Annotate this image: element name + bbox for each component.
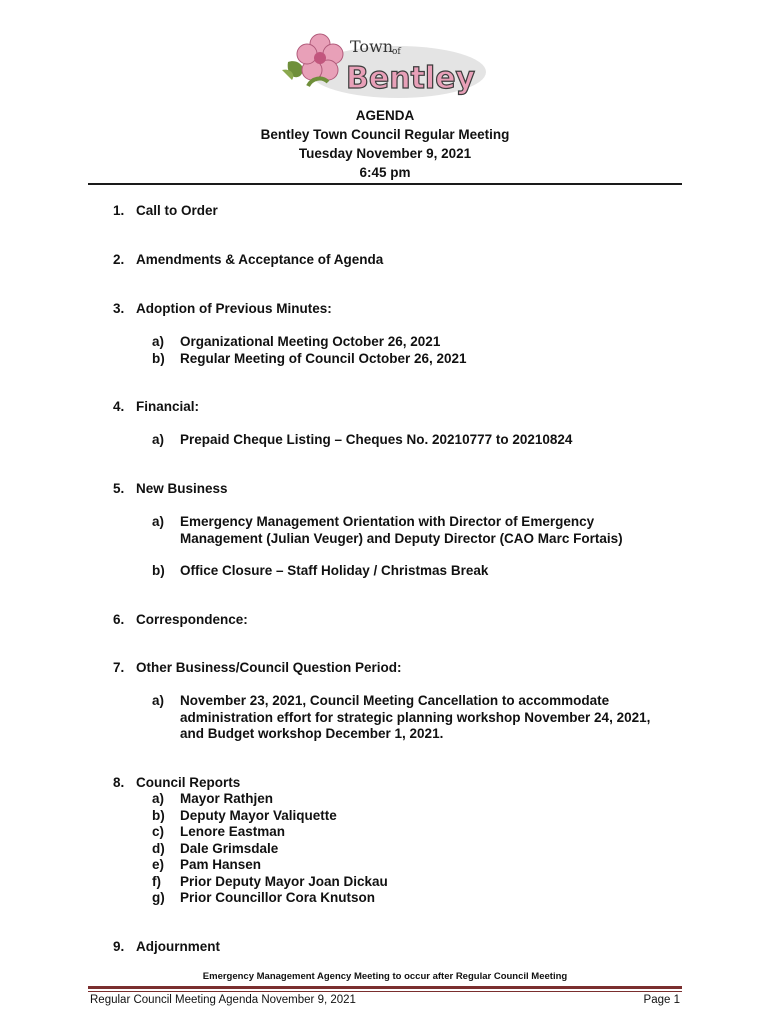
sub-item xyxy=(152,351,467,368)
agency-meeting-note: Emergency Management Agency Meeting to occur after Regular Council Meeting xyxy=(202,971,568,982)
agenda-item xyxy=(113,775,240,790)
town-of-bentley-logo xyxy=(278,28,488,106)
page-number: Page 1 xyxy=(643,994,680,1006)
sub-item-text: Mayor Rathjen xyxy=(180,791,274,806)
agenda-item xyxy=(113,481,228,496)
sub-item-text: Dale Grimsdale xyxy=(180,840,279,856)
sub-item-text-continued: and Budget workshop December 1, 2021. xyxy=(180,726,444,741)
item-number: 2. xyxy=(113,252,125,267)
item-number: 4. xyxy=(113,399,125,414)
logo-of-text: of xyxy=(392,47,401,57)
agenda-title: AGENDA xyxy=(355,108,415,123)
sub-item-letter: a) xyxy=(152,334,165,349)
sub-item-letter: b) xyxy=(152,807,165,823)
meeting-name: Bentley Town Council Regular Meeting xyxy=(260,127,510,142)
logo-bentley-text: Bentley xyxy=(346,61,476,96)
agenda-item xyxy=(113,252,383,267)
sub-item-letter: a) xyxy=(152,693,165,708)
sub-item-text: Prepaid Cheque Listing – Cheques No. 20210777 to 20210824 xyxy=(180,432,573,447)
sub-item xyxy=(152,890,388,907)
item-label: Other Business/Council Question Period: xyxy=(136,660,402,675)
sub-item-letter: a) xyxy=(152,514,165,529)
sub-item-text-continued: administration effort for strategic planning workshop November 24, 2021, xyxy=(180,709,651,725)
sub-item-letter: c) xyxy=(152,824,165,839)
item-label: Council Reports xyxy=(136,775,241,790)
agenda-item xyxy=(113,203,218,218)
footer-document-title: Regular Council Meeting Agenda November 9, 2021 xyxy=(90,994,356,1006)
sub-item-text: Regular Meeting of Council October 26, 2021 xyxy=(180,350,467,366)
item-label: New Business xyxy=(136,481,228,496)
sub-item-text: Pam Hansen xyxy=(180,857,262,872)
sub-item-list xyxy=(152,563,488,580)
sub-item xyxy=(152,693,650,743)
sub-item-list xyxy=(152,693,650,743)
sub-item-text: Lenore Eastman xyxy=(180,824,286,839)
item-number: 5. xyxy=(113,481,125,496)
sub-item-letter: g) xyxy=(152,890,165,905)
item-label: Financial: xyxy=(136,399,200,414)
sub-item xyxy=(152,808,388,825)
sub-item-text: November 23, 2021, Council Meeting Cancellation to accommodate xyxy=(180,693,610,708)
agenda-item xyxy=(113,399,199,414)
sub-item xyxy=(152,791,388,808)
meeting-time: 6:45 pm xyxy=(359,165,411,180)
footer-rule xyxy=(88,986,682,989)
sub-item xyxy=(152,824,388,841)
item-number: 1. xyxy=(113,203,125,218)
sub-item-text-continued: Management (Julian Veuger) and Deputy Director (CAO Marc Fortais) xyxy=(180,530,623,546)
sub-item-list xyxy=(152,432,572,449)
sub-item-text: Prior Councillor Cora Knutson xyxy=(180,890,376,905)
item-number: 8. xyxy=(113,775,125,790)
sub-item-text: Prior Deputy Mayor Joan Dickau xyxy=(180,873,388,889)
sub-item-letter: d) xyxy=(152,840,165,856)
council-reports-list xyxy=(152,791,388,907)
sub-item-letter: f) xyxy=(152,873,161,889)
agenda-item xyxy=(113,939,220,954)
agenda-item xyxy=(113,301,332,316)
item-number: 3. xyxy=(113,301,125,316)
sub-item xyxy=(152,514,623,547)
sub-item xyxy=(152,857,388,874)
item-number: 6. xyxy=(113,612,125,627)
item-label: Adjournment xyxy=(136,939,220,954)
footer-rule-thin xyxy=(88,991,682,992)
item-number: 9. xyxy=(113,939,125,954)
meeting-date: Tuesday November 9, 2021 xyxy=(298,146,472,161)
sub-item-letter: a) xyxy=(152,432,165,447)
agenda-item xyxy=(113,660,402,675)
sub-item-letter: e) xyxy=(152,857,165,872)
item-label: Amendments & Acceptance of Agenda xyxy=(136,252,384,267)
item-label: Adoption of Previous Minutes: xyxy=(136,301,332,316)
sub-item-text: Emergency Management Orientation with Director of Emergency xyxy=(180,514,595,529)
sub-item-text: Deputy Mayor Valiquette xyxy=(180,807,337,823)
sub-item xyxy=(152,563,488,580)
sub-item xyxy=(152,874,388,891)
sub-item-letter: b) xyxy=(152,563,165,578)
agenda-item xyxy=(113,612,248,627)
item-label: Call to Order xyxy=(136,203,218,218)
item-number: 7. xyxy=(113,660,125,675)
item-label: Correspondence: xyxy=(136,612,248,627)
sub-item-letter: b) xyxy=(152,350,165,366)
sub-item xyxy=(152,334,467,351)
header-rule xyxy=(88,183,682,185)
sub-item-text: Organizational Meeting October 26, 2021 xyxy=(180,334,441,349)
sub-item-letter: a) xyxy=(152,791,165,806)
sub-item-text: Office Closure – Staff Holiday / Christmas Break xyxy=(180,563,489,578)
sub-item xyxy=(152,841,388,858)
sub-item-list xyxy=(152,514,623,547)
logo-town-text: Town xyxy=(350,37,394,56)
sub-item-list xyxy=(152,334,467,367)
sub-item xyxy=(152,432,572,449)
